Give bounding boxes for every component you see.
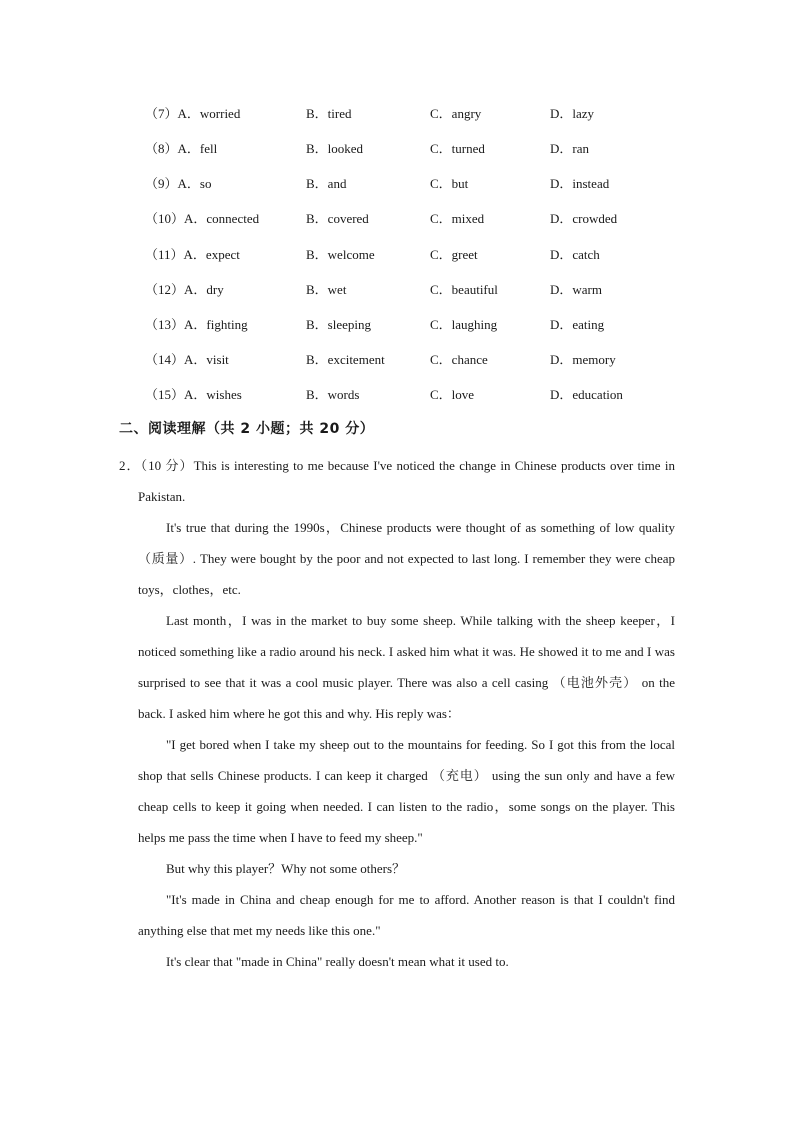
option-c: C．mixed [430, 211, 485, 226]
question-number: （9） [145, 176, 178, 191]
question-number: 2． [119, 458, 141, 473]
option-a-text: A．dry [184, 282, 224, 297]
option-a [145, 385, 242, 405]
question-number: （7） [145, 106, 178, 121]
option-a [145, 245, 240, 265]
reading-passage [119, 450, 675, 977]
option-a [145, 174, 211, 194]
option-a-text: A．expect [183, 247, 240, 262]
option-a-text: A．fighting [184, 317, 248, 332]
option-b: B．covered [306, 211, 369, 226]
option-b: B．tired [306, 106, 352, 121]
passage-paragraph: Last month，I was in the market to buy some sheep. While talking with the sheep keeper，I noticed something like a radio around his neck. I asked him what it was. He showed it to me and I was surprised to see that it was a cool music player. There was also a cell casing （电池外壳） on the back. I asked him where he got this and why. His reply was： [138, 613, 675, 721]
option-d: D．catch [550, 247, 600, 262]
option-d: D．warm [550, 282, 602, 297]
option-d: D．instead [550, 176, 610, 191]
option-a [145, 139, 217, 159]
question-number: （11） [145, 247, 184, 262]
question-score: （10 分） [140, 458, 194, 473]
passage-paragraph [119, 450, 675, 512]
option-d: D．ran [550, 141, 589, 156]
option-c: C．love [430, 387, 475, 402]
option-a-text: A．fell [177, 141, 218, 156]
option-a [145, 315, 248, 335]
option-a [145, 209, 259, 229]
option-c: C．but [430, 176, 469, 191]
section-heading: 二、阅读理解（共 2 小题；共 20 分） [119, 421, 375, 437]
passage-paragraph: It's true that during the 1990s，Chinese products were thought of as something of low quality （质量）. They were bought by the poor and not expected to last long. I remember they were cheap toys，clothes，etc. [138, 520, 675, 597]
passage-paragraph: It's clear that "made in China" really doesn't mean what it used to. [166, 954, 509, 969]
option-a [145, 280, 224, 300]
option-a-text: A．visit [184, 352, 229, 367]
question-number: （15） [145, 387, 185, 402]
option-d: D．eating [550, 317, 605, 332]
option-a [145, 104, 240, 124]
question-number: （10） [145, 211, 185, 226]
option-a-text: A．worried [177, 106, 241, 121]
option-c: C．beautiful [430, 282, 498, 297]
option-d: D．lazy [550, 106, 595, 121]
option-a [145, 350, 229, 370]
passage-paragraph: "It's made in China and cheap enough for me to afford. Another reason is that I couldn't find anything else that met my needs like this one." [138, 892, 675, 938]
option-b: B．excitement [306, 352, 385, 367]
option-c: C．laughing [430, 317, 498, 332]
option-b: B．sleeping [306, 317, 371, 332]
question-number: （13） [145, 317, 185, 332]
option-a-text: A．wishes [184, 387, 242, 402]
option-b: B．wet [306, 282, 347, 297]
option-b: B．welcome [306, 247, 375, 262]
option-b: B．looked [306, 141, 364, 156]
option-c: C．chance [430, 352, 488, 367]
question-number: （14） [145, 352, 185, 367]
option-d: D．memory [550, 352, 616, 367]
option-d: D．crowded [550, 211, 618, 226]
passage-paragraph: "I get bored when I take my sheep out to the mountains for feeding. So I got this from the local shop that sells Chinese products. I can keep it charged （充电） using the sun only and have a few cheap cells to keep it going when needed. I can listen to the radio，some songs on the player. This helps me pass the time when I have to feed my sheep." [138, 737, 675, 845]
passage-paragraph: But why this player？Why not some others？ [166, 861, 406, 876]
option-d: D．education [550, 387, 623, 402]
question-number: （8） [145, 141, 178, 156]
paragraph-text: This is interesting to me because I've noticed the change in Chinese products over time in Pakistan. [138, 458, 675, 504]
option-a-text: A．so [177, 176, 212, 191]
option-b: B．and [306, 176, 347, 191]
question-number: （12） [145, 282, 185, 297]
option-a-text: A．connected [184, 211, 260, 226]
option-c: C．turned [430, 141, 485, 156]
option-b: B．words [306, 387, 360, 402]
option-c: C．angry [430, 106, 482, 121]
option-c: C．greet [430, 247, 478, 262]
